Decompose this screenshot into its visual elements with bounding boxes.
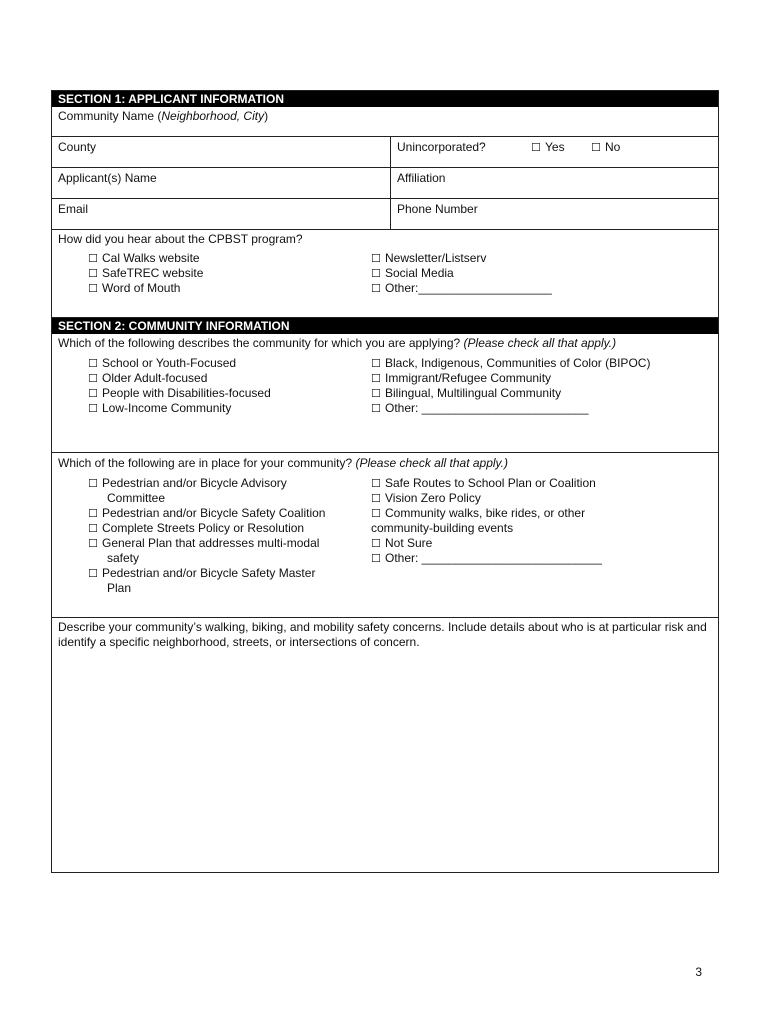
county-row [52, 137, 718, 168]
option-advisory-committee[interactable]: ☐ Pedestrian and/or Bicycle Advisory Committee [88, 476, 287, 505]
email-label: Email [58, 202, 89, 216]
checkbox-icon: ☐ [88, 282, 98, 295]
option-bilingual[interactable]: ☐ Bilingual, Multilingual Community [371, 386, 562, 400]
option-cal-walks[interactable]: ☐ Cal Walks website [88, 251, 200, 265]
checkbox-icon: ☐ [371, 477, 381, 490]
option-other-source[interactable]: ☐ Other:____________________ [371, 281, 552, 295]
checkbox-icon: ☐ [371, 402, 381, 415]
option-word-of-mouth[interactable]: ☐ Word of Mouth [88, 281, 181, 295]
hear-about-options [58, 251, 712, 296]
safety-concerns-prompt: Describe your community’s walking, biking, and mobility safety concerns. Include details about who is at particular risk and identify a specific neighborhood, streets, or intersections of concern. [58, 620, 707, 649]
in-place-row [52, 453, 718, 618]
option-community-walks[interactable]: ☐ Community walks, bike rides, or other community-building events [371, 506, 586, 535]
checkbox-icon: ☐ [371, 267, 381, 280]
unincorporated-label: Unincorporated? [397, 140, 486, 154]
in-place-options [58, 476, 712, 596]
section1-header: SECTION 1: APPLICANT INFORMATION [52, 91, 718, 107]
affiliation-label: Affiliation [397, 171, 446, 185]
option-master-plan[interactable]: ☐ Pedestrian and/or Bicycle Safety Master Plan [88, 566, 316, 595]
checkbox-icon: ☐ [88, 357, 98, 370]
option-other-community[interactable]: ☐ Other: _________________________ [371, 401, 589, 415]
checkbox-icon: ☐ [88, 537, 98, 550]
option-low-income[interactable]: ☐ Low-Income Community [88, 401, 232, 415]
community-name-row[interactable] [52, 107, 718, 137]
checkbox-icon: ☐ [88, 507, 98, 520]
in-place-right [371, 476, 712, 596]
yes-checkbox[interactable]: ☐ Yes [531, 140, 565, 154]
option-vision-zero[interactable]: ☐ Vision Zero Policy [371, 491, 481, 505]
community-type-question: Which of the following describes the community for which you are applying? (Please check all that apply.) [58, 336, 617, 350]
checkbox-icon: ☐ [371, 507, 381, 520]
option-complete-streets[interactable]: ☐ Complete Streets Policy or Resolution [88, 521, 305, 535]
section2-header: SECTION 2: COMMUNITY INFORMATION [52, 318, 718, 334]
checkbox-icon: ☐ [531, 141, 541, 154]
checkbox-icon: ☐ [88, 252, 98, 265]
county-label: County [58, 140, 97, 154]
checkbox-icon: ☐ [88, 567, 98, 580]
application-form [51, 90, 719, 873]
page-number: 3 [695, 965, 702, 979]
phone-label: Phone Number [397, 202, 478, 216]
community-type-options [58, 356, 712, 416]
checkbox-icon: ☐ [88, 372, 98, 385]
checkbox-icon: ☐ [88, 387, 98, 400]
checkbox-icon: ☐ [371, 552, 381, 565]
option-bipoc[interactable]: ☐ Black, Indigenous, Communities of Color (BIPOC) [371, 356, 651, 370]
in-place-left [58, 476, 371, 596]
hear-about-row [52, 230, 718, 318]
applicant-name-field[interactable] [52, 168, 391, 198]
affiliation-field[interactable] [391, 168, 718, 198]
option-older-adult[interactable]: ☐ Older Adult-focused [88, 371, 208, 385]
no-checkbox[interactable]: ☐ No [591, 140, 621, 154]
email-field[interactable] [52, 199, 391, 229]
option-safety-coalition[interactable]: ☐ Pedestrian and/or Bicycle Safety Coalition [88, 506, 326, 520]
safety-concerns-field[interactable] [52, 618, 718, 872]
applicant-row [52, 168, 718, 199]
option-school-youth[interactable]: ☐ School or Youth-Focused [88, 356, 237, 370]
checkbox-icon: ☐ [88, 402, 98, 415]
option-safetrec[interactable]: ☐ SafeTREC website [88, 266, 204, 280]
option-immigrant[interactable]: ☐ Immigrant/Refugee Community [371, 371, 552, 385]
checkbox-icon: ☐ [88, 477, 98, 490]
checkbox-icon: ☐ [88, 522, 98, 535]
option-general-plan[interactable]: ☐ General Plan that addresses multi-modal safety [88, 536, 320, 565]
applicant-name-label: Applicant(s) Name [58, 171, 157, 185]
community-type-row [52, 334, 718, 453]
option-disabilities[interactable]: ☐ People with Disabilities-focused [88, 386, 271, 400]
option-other-in-place[interactable]: ☐ Other: ___________________________ [371, 551, 602, 565]
checkbox-icon: ☐ [591, 141, 601, 154]
community-name-label: Community Name (Neighborhood, City) [58, 109, 269, 123]
email-row [52, 199, 718, 230]
checkbox-icon: ☐ [371, 357, 381, 370]
in-place-question: Which of the following are in place for your community? (Please check all that apply.) [58, 456, 508, 470]
community-type-left [58, 356, 371, 416]
county-field[interactable] [52, 137, 391, 167]
checkbox-icon: ☐ [371, 387, 381, 400]
hear-about-question: How did you hear about the CPBST program? [58, 232, 303, 246]
checkbox-icon: ☐ [371, 537, 381, 550]
option-safe-routes[interactable]: ☐ Safe Routes to School Plan or Coalition [371, 476, 596, 490]
checkbox-icon: ☐ [88, 267, 98, 280]
community-type-right [371, 356, 712, 416]
checkbox-icon: ☐ [371, 252, 381, 265]
unincorporated-field [391, 137, 718, 167]
checkbox-icon: ☐ [371, 492, 381, 505]
hear-right-column [371, 251, 712, 296]
hear-left-column [58, 251, 371, 296]
checkbox-icon: ☐ [371, 282, 381, 295]
phone-field[interactable] [391, 199, 718, 229]
option-not-sure[interactable]: ☐ Not Sure [371, 536, 433, 550]
option-social-media[interactable]: ☐ Social Media [371, 266, 454, 280]
option-newsletter[interactable]: ☐ Newsletter/Listserv [371, 251, 487, 265]
checkbox-icon: ☐ [371, 372, 381, 385]
